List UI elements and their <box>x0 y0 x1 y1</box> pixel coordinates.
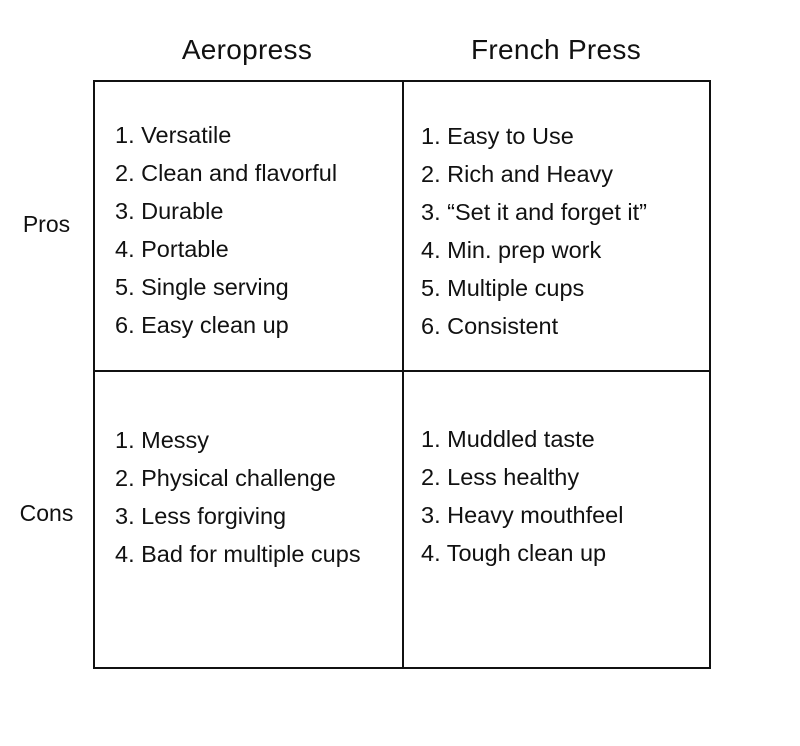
list-item: 1. Messy <box>115 427 210 453</box>
list-item: 5. Multiple cups <box>421 275 585 301</box>
list-item: 5. Single serving <box>115 274 289 300</box>
list-item: 3. Less forgiving <box>115 503 287 529</box>
row-header-cons: Cons <box>19 500 74 526</box>
list-item: 3. Heavy mouthfeel <box>421 502 624 528</box>
list-item: 1. Versatile <box>115 122 232 148</box>
list-item: 1. Easy to Use <box>421 123 574 149</box>
comparison-grid <box>93 80 711 669</box>
row-header-pros: Pros <box>22 211 71 237</box>
list-item: 2. Less healthy <box>421 464 580 490</box>
grid-divider-vertical <box>402 82 404 667</box>
list-item: 2. Clean and flavorful <box>115 160 338 186</box>
list-item: 2. Rich and Heavy <box>421 161 614 187</box>
column-header-french-press: French Press <box>470 34 642 65</box>
list-item: 3. “Set it and forget it” <box>421 199 647 225</box>
list-item: 1. Muddled taste <box>421 426 595 452</box>
list-item: 6. Easy clean up <box>115 312 289 338</box>
aeropress-cons-list <box>115 421 377 573</box>
french-press-cons-list <box>421 420 707 572</box>
list-item: 4. Min. prep work <box>421 237 602 263</box>
list-item: 2. Physical challenge <box>115 465 336 491</box>
list-item: 4. Portable <box>115 236 229 262</box>
aeropress-pros-list <box>115 116 395 344</box>
grid-divider-horizontal <box>95 370 709 372</box>
french-press-pros-list <box>421 117 707 345</box>
list-item: 3. Durable <box>115 198 224 224</box>
list-item: 6. Consistent <box>421 313 559 339</box>
list-item: 4. Bad for multiple cups <box>115 541 361 567</box>
list-item: 4. Tough clean up <box>421 540 607 566</box>
column-header-aeropress: Aeropress <box>181 34 313 65</box>
